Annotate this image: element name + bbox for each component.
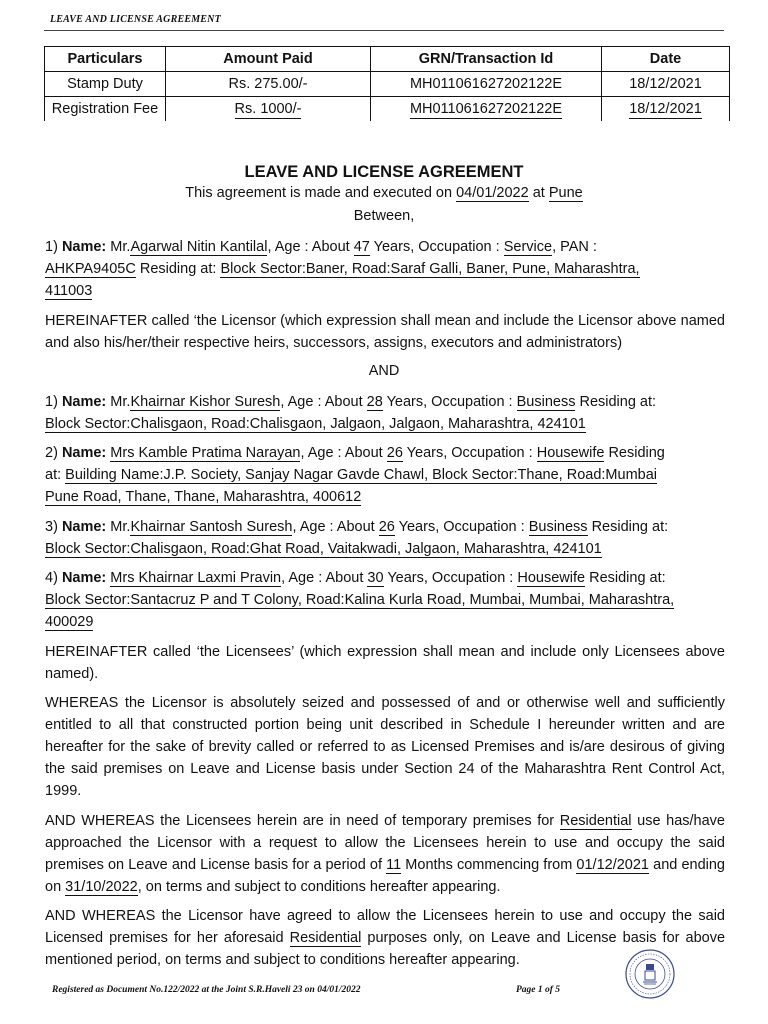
license-end-date: 31/10/2022 — [65, 879, 138, 895]
residing-suffix: at: — [45, 467, 62, 483]
licensor-clause: HEREINAFTER called ‘the Licensor (which expression shall mean and include the Licensor above named and also his/her/their respective heirs, successors, assigns, executors and administrators) — [45, 313, 725, 351]
license-period-months: 11 — [386, 857, 402, 873]
age-prefix: , Age : About — [280, 394, 363, 410]
licensee-occupation: Business — [516, 394, 576, 410]
licensee-party-2 — [45, 442, 725, 508]
residing-prefix: Residing at: — [139, 261, 217, 277]
whereas-clause-3 — [45, 905, 725, 971]
cell-grn — [371, 97, 602, 122]
licensor-age: 47 — [353, 239, 370, 255]
col-amount-paid: Amount Paid — [166, 47, 371, 72]
residing-prefix: Residing — [608, 445, 665, 461]
date-value: 18/12/2021 — [629, 101, 702, 117]
age-prefix: , Age : About — [267, 239, 350, 255]
licensee-occupation: Housewife — [517, 570, 586, 586]
licensee-party-3 — [45, 516, 725, 560]
licensee-address-line-1: Block Sector:Chalisgaon, Road:Ghat Road, Vaitakwadi, Jalgaon, Maharashtra, 424101 — [45, 541, 602, 557]
licensee-age: 30 — [367, 570, 384, 586]
name-label: Name: — [61, 445, 107, 461]
occupation-prefix: Years, Occupation : — [398, 519, 525, 535]
residing-prefix: Residing at: — [589, 570, 666, 586]
licensor-address-line-2: 411003 — [45, 283, 93, 299]
clause-text: AND WHEREAS the Licensees herein are in need of temporary premises for — [45, 813, 555, 829]
fees-table — [44, 46, 730, 121]
clause-text: and ending on — [45, 857, 725, 895]
agreement-place: Pune — [548, 185, 583, 201]
col-date: Date — [602, 47, 730, 72]
clause-text: Months commencing from — [405, 857, 573, 873]
registration-footer: Registered as Document No.122/2022 at the Joint S.R.Haveli 23 on 04/01/2022 — [52, 985, 361, 995]
whereas-clause-2 — [45, 810, 725, 898]
licensee-address-line-1: Building Name:J.P. Society, Sanjay Nagar Gavde Chawl, Block Sector:Thane, Road:Mumbai — [65, 467, 657, 483]
licensee-age: 26 — [386, 445, 403, 461]
licensor-pan: AHKPA9405C — [45, 261, 136, 277]
fees-table-header-row — [45, 47, 730, 72]
intro-prefix: This agreement is made and executed on — [185, 185, 453, 201]
clause-text: AND WHEREAS the Licensor have agreed to allow the Licensees herein to use and occupy the said Licensed premises for her aforesaid — [45, 908, 725, 946]
col-grn: GRN/Transaction Id — [371, 47, 602, 72]
agreement-intro — [0, 185, 768, 201]
licensee-name: Khairnar Kishor Suresh — [130, 394, 281, 410]
cell-amount: Rs. 275.00/- — [166, 72, 371, 97]
cell-particulars: Registration Fee — [45, 97, 166, 122]
license-start-date: 01/12/2021 — [576, 857, 649, 873]
occupation-prefix: Years, Occupation : — [406, 445, 533, 461]
residing-prefix: Residing at: — [591, 519, 669, 535]
licensee-address-line-1: Block Sector:Chalisgaon, Road:Chalisgaon, Jalgaon, Jalgaon, Maharashtra, 424101 — [45, 416, 586, 432]
licensee-name: Mrs Khairnar Laxmi Pravin — [110, 570, 282, 586]
licensor-party — [45, 236, 725, 302]
party-number: 3) — [45, 519, 58, 535]
licensor-address-line-1: Block Sector:Baner, Road:Saraf Galli, Baner, Pune, Maharashtra, — [220, 261, 640, 277]
clause-text: , on terms and subject to conditions hereafter appearing. — [137, 879, 501, 895]
party-number: 2) — [45, 445, 58, 461]
licensee-address-line-1: Block Sector:Santacruz P and T Colony, Road:Kalina Kurla Road, Mumbai, Mumbai, Maharashtra, — [45, 592, 675, 608]
licensee-occupation: Business — [528, 519, 588, 535]
party-number: 4) — [45, 570, 58, 586]
residing-prefix: Residing at: — [579, 394, 657, 410]
licensee-party-4 — [45, 567, 725, 633]
pan-prefix: , PAN : — [552, 239, 597, 255]
party-number: 1) — [45, 394, 58, 410]
licensee-age: 28 — [366, 394, 383, 410]
agreement-title: LEAVE AND LICENSE AGREEMENT — [244, 163, 524, 181]
cell-grn: MH011061627202122E — [371, 72, 602, 97]
col-particulars: Particulars — [45, 47, 166, 72]
and-separator: AND — [368, 363, 400, 379]
name-label: Name: — [61, 570, 107, 586]
cell-amount — [166, 97, 371, 122]
licensor-occupation: Service — [503, 239, 553, 255]
salutation: Mr. — [110, 394, 131, 410]
page-number: Page 1 of 5 — [516, 985, 561, 995]
age-prefix: , Age : About — [281, 570, 364, 586]
name-label: Name: — [61, 519, 107, 535]
licensee-occupation: Housewife — [536, 445, 605, 461]
salutation: Mr. — [110, 519, 131, 535]
licensor-name: Agarwal Nitin Kantilal — [130, 239, 268, 255]
salutation: Mr. — [110, 239, 131, 255]
licensee-name: Khairnar Santosh Suresh — [130, 519, 293, 535]
occupation-prefix: Years, Occupation : — [387, 570, 514, 586]
occupation-prefix: Years, Occupation : — [373, 239, 500, 255]
occupation-prefix: Years, Occupation : — [386, 394, 513, 410]
licensee-address-line-2: 400029 — [45, 614, 94, 630]
cell-particulars: Stamp Duty — [45, 72, 166, 97]
licensee-age: 26 — [378, 519, 395, 535]
at-word: at — [532, 185, 545, 201]
name-label: Name: — [61, 239, 107, 255]
table-row — [45, 97, 730, 122]
licensee-address-line-2: Pune Road, Thane, Thane, Maharashtra, 400612 — [45, 489, 362, 505]
age-prefix: , Age : About — [292, 519, 375, 535]
party-number: 1) — [45, 239, 58, 255]
name-label: Name: — [61, 394, 107, 410]
clause-text: use has/have approached the Licensor with a request to allow the Licensees herein to use and occupy the said premises on Leave and License basis for a period of — [45, 813, 725, 873]
amount-value: Rs. 1000/- — [234, 101, 302, 117]
licensee-name: Mrs Kamble Pratima Narayan — [110, 445, 301, 461]
registration-seal-icon — [624, 948, 676, 1000]
grn-value: MH011061627202122E — [409, 101, 563, 117]
cell-date — [602, 97, 730, 122]
table-row — [45, 72, 730, 97]
premises-use: Residential — [289, 930, 362, 946]
age-prefix: , Age : About — [300, 445, 383, 461]
agreement-date: 04/01/2022 — [456, 185, 529, 201]
premises-use: Residential — [559, 813, 632, 829]
clause-text: purposes only, on Leave and License basis for above mentioned period, on terms and subject to conditions hereafter appearing. — [45, 930, 726, 968]
header-rule — [44, 30, 724, 31]
whereas-clause-1: WHEREAS the Licensor is absolutely seized and possessed of and or otherwise well and sufficiently entitled to all that constructed portion being unit described in Schedule I hereunder written and are hereafter for the sake of brevity called or referred to as Licensed Premises and is/are desirous of giving the said premises on Leave and License basis under Section 24 of the Maharashtra Rent Control Act, 1999. — [45, 695, 725, 799]
between-label: Between, — [353, 208, 415, 224]
licensees-clause: HEREINAFTER called ‘the Licensees’ (which expression shall mean and include only Licensees above named). — [45, 644, 725, 682]
running-header: LEAVE AND LICENSE AGREEMENT — [50, 14, 221, 25]
licensee-party-1 — [45, 391, 725, 435]
cell-date: 18/12/2021 — [602, 72, 730, 97]
